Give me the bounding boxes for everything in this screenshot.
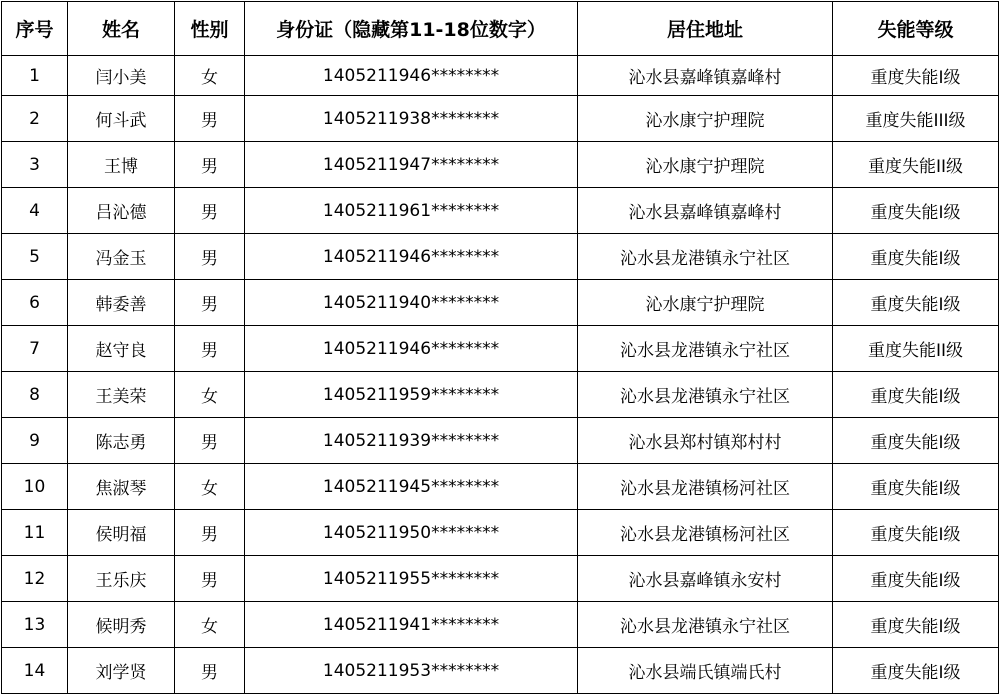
cell-index: 5 — [2, 234, 68, 280]
cell-id-number: 1405211945******** — [245, 464, 578, 510]
cell-gender: 男 — [175, 326, 245, 372]
cell-id-number: 1405211946******** — [245, 326, 578, 372]
table-row — [2, 234, 999, 280]
cell-name: 王乐庆 — [68, 556, 175, 602]
cell-disability-level: 重度失能I级 — [833, 464, 999, 510]
table-row — [2, 188, 999, 234]
cell-id-number: 1405211959******** — [245, 372, 578, 418]
cell-index: 10 — [2, 464, 68, 510]
cell-gender: 男 — [175, 234, 245, 280]
disability-roster-table — [1, 1, 999, 694]
cell-name: 刘学贤 — [68, 648, 175, 694]
table-row — [2, 56, 999, 96]
cell-gender: 男 — [175, 280, 245, 326]
cell-disability-level: 重度失能I级 — [833, 188, 999, 234]
cell-address: 沁水县龙港镇永宁社区 — [578, 372, 833, 418]
cell-disability-level: 重度失能I级 — [833, 556, 999, 602]
cell-index: 14 — [2, 648, 68, 694]
cell-disability-level: 重度失能I级 — [833, 234, 999, 280]
table-row — [2, 418, 999, 464]
cell-index: 3 — [2, 142, 68, 188]
cell-name: 候明秀 — [68, 602, 175, 648]
table-row — [2, 464, 999, 510]
cell-id-number: 1405211946******** — [245, 234, 578, 280]
cell-address: 沁水县龙港镇永宁社区 — [578, 234, 833, 280]
cell-id-number: 1405211947******** — [245, 142, 578, 188]
header-row — [2, 2, 999, 56]
cell-id-number: 1405211961******** — [245, 188, 578, 234]
cell-index: 8 — [2, 372, 68, 418]
header-address: 居住地址 — [578, 2, 833, 56]
header-name: 姓名 — [68, 2, 175, 56]
cell-disability-level: 重度失能I级 — [833, 510, 999, 556]
cell-address: 沁水县龙港镇永宁社区 — [578, 602, 833, 648]
cell-id-number: 1405211953******** — [245, 648, 578, 694]
cell-gender: 男 — [175, 188, 245, 234]
cell-disability-level: 重度失能III级 — [833, 96, 999, 142]
cell-index: 6 — [2, 280, 68, 326]
cell-gender: 男 — [175, 556, 245, 602]
cell-gender: 女 — [175, 464, 245, 510]
cell-id-number: 1405211938******** — [245, 96, 578, 142]
table-row — [2, 372, 999, 418]
cell-index: 7 — [2, 326, 68, 372]
cell-name: 闫小美 — [68, 56, 175, 96]
cell-id-number: 1405211941******** — [245, 602, 578, 648]
cell-id-number: 1405211950******** — [245, 510, 578, 556]
table-row — [2, 142, 999, 188]
table-body — [2, 56, 999, 694]
cell-address: 沁水康宁护理院 — [578, 96, 833, 142]
cell-address: 沁水县龙港镇永宁社区 — [578, 326, 833, 372]
cell-address: 沁水县郑村镇郑村村 — [578, 418, 833, 464]
cell-name: 焦淑琴 — [68, 464, 175, 510]
cell-gender: 男 — [175, 418, 245, 464]
cell-gender: 男 — [175, 648, 245, 694]
cell-address: 沁水康宁护理院 — [578, 142, 833, 188]
cell-address: 沁水县嘉峰镇嘉峰村 — [578, 188, 833, 234]
cell-address: 沁水县嘉峰镇永安村 — [578, 556, 833, 602]
cell-name: 韩委善 — [68, 280, 175, 326]
cell-index: 11 — [2, 510, 68, 556]
cell-name: 赵守良 — [68, 326, 175, 372]
cell-disability-level: 重度失能I级 — [833, 56, 999, 96]
table-row — [2, 96, 999, 142]
cell-name: 何斗武 — [68, 96, 175, 142]
cell-address: 沁水康宁护理院 — [578, 280, 833, 326]
cell-index: 1 — [2, 56, 68, 96]
table-row — [2, 602, 999, 648]
cell-id-number: 1405211955******** — [245, 556, 578, 602]
cell-index: 9 — [2, 418, 68, 464]
cell-gender: 男 — [175, 96, 245, 142]
cell-name: 吕沁德 — [68, 188, 175, 234]
cell-name: 王博 — [68, 142, 175, 188]
cell-name: 王美荣 — [68, 372, 175, 418]
cell-gender: 男 — [175, 510, 245, 556]
cell-name: 侯明福 — [68, 510, 175, 556]
cell-gender: 女 — [175, 56, 245, 96]
cell-address: 沁水县龙港镇杨河社区 — [578, 464, 833, 510]
cell-disability-level: 重度失能II级 — [833, 326, 999, 372]
table-row — [2, 510, 999, 556]
cell-address: 沁水县嘉峰镇嘉峰村 — [578, 56, 833, 96]
table-row — [2, 326, 999, 372]
cell-id-number: 1405211940******** — [245, 280, 578, 326]
cell-gender: 女 — [175, 372, 245, 418]
cell-name: 冯金玉 — [68, 234, 175, 280]
cell-address: 沁水县端氏镇端氏村 — [578, 648, 833, 694]
table-row — [2, 556, 999, 602]
cell-address: 沁水县龙港镇杨河社区 — [578, 510, 833, 556]
cell-index: 12 — [2, 556, 68, 602]
cell-index: 2 — [2, 96, 68, 142]
cell-disability-level: 重度失能I级 — [833, 280, 999, 326]
cell-gender: 女 — [175, 602, 245, 648]
header-index: 序号 — [2, 2, 68, 56]
cell-id-number: 1405211946******** — [245, 56, 578, 96]
header-disability-level: 失能等级 — [833, 2, 999, 56]
table-row — [2, 648, 999, 694]
cell-index: 13 — [2, 602, 68, 648]
cell-disability-level: 重度失能I级 — [833, 648, 999, 694]
cell-id-number: 1405211939******** — [245, 418, 578, 464]
cell-disability-level: 重度失能I级 — [833, 418, 999, 464]
cell-name: 陈志勇 — [68, 418, 175, 464]
cell-disability-level: 重度失能I级 — [833, 372, 999, 418]
table-row — [2, 280, 999, 326]
cell-disability-level: 重度失能I级 — [833, 602, 999, 648]
header-gender: 性别 — [175, 2, 245, 56]
cell-gender: 男 — [175, 142, 245, 188]
header-id-number: 身份证（隐藏第11-18位数字） — [245, 2, 578, 56]
cell-index: 4 — [2, 188, 68, 234]
cell-disability-level: 重度失能II级 — [833, 142, 999, 188]
